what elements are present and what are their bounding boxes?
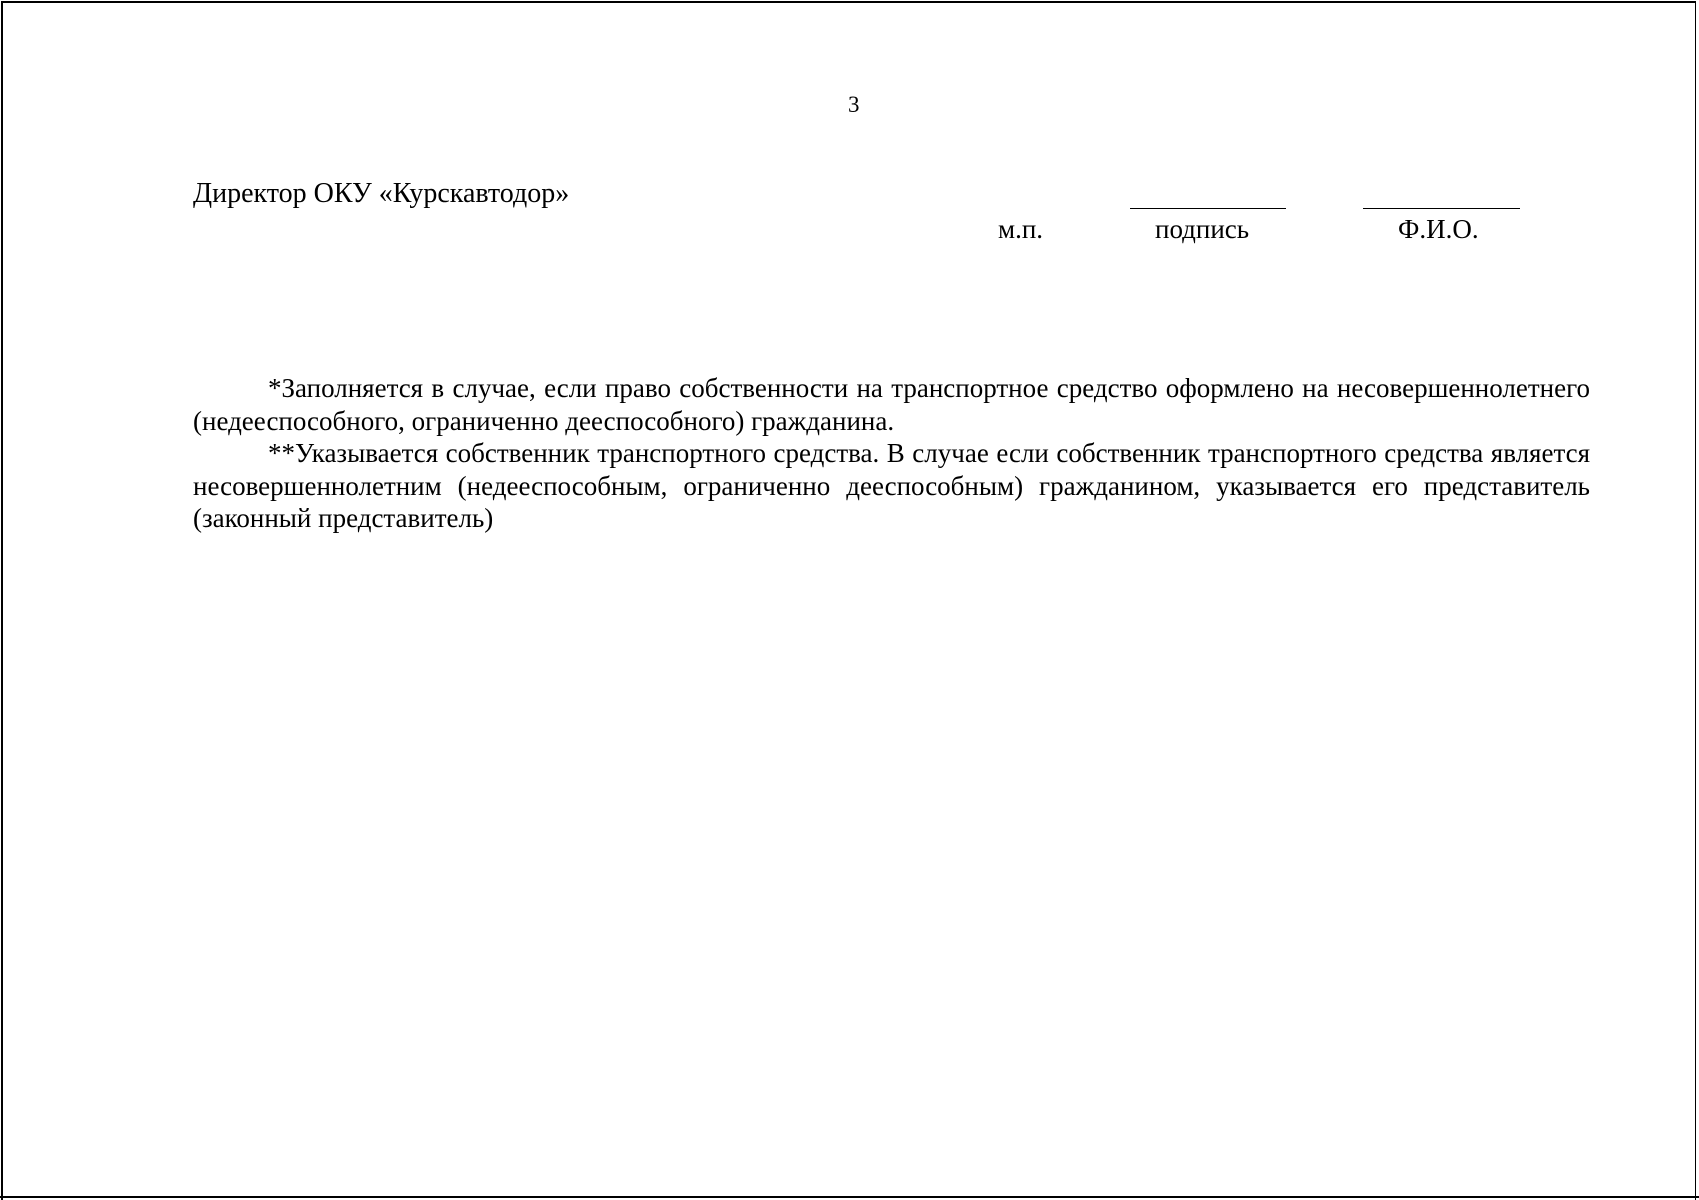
page-bottom-border [0,1196,1699,1198]
name-label: Ф.И.О. [1398,214,1479,244]
footnote-2: **Указывается собственник транспортного средства. В случае если собственник транспортного средства является несовершеннолетним (недееспособным, ограниченно дееспособным) гражданином, указывается его представитель (законный представитель) [193,438,1590,533]
footnotes-section [193,372,1590,535]
signature-label: подпись [1155,214,1250,244]
signature-line [1130,208,1286,209]
signer-position: Директор ОКУ «Курскавтодор» [193,178,570,209]
footnote-1: *Заполняется в случае, если право собственности на транспортное средство оформлено на несовершеннолетнего (недееспособного, ограниченно дееспособного) гражданина. [193,373,1590,436]
name-line [1363,208,1520,209]
page-number: 3 [848,92,860,117]
stamp-label: м.п. [998,214,1044,244]
